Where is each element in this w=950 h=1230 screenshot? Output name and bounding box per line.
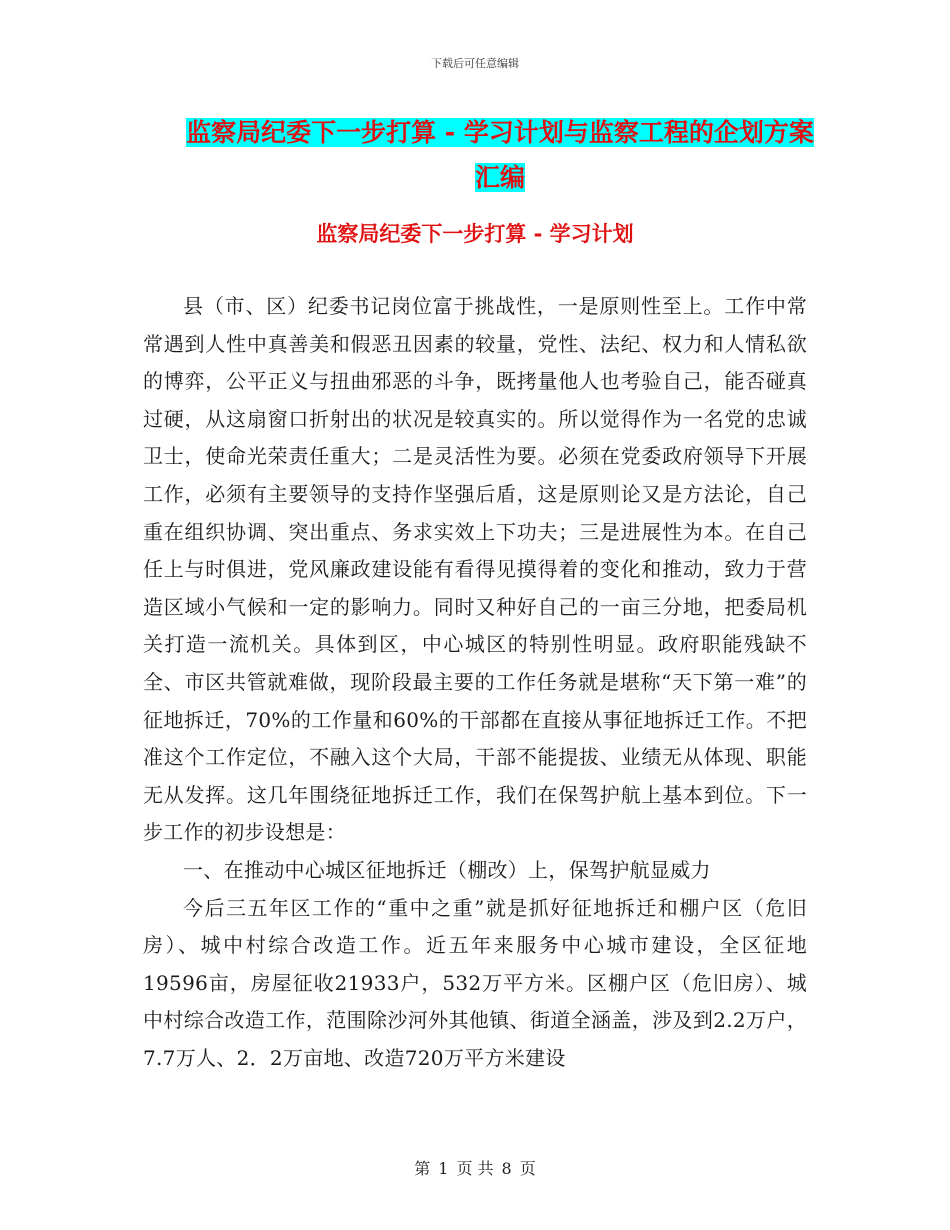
header-note: 下载后可任意编辑 <box>431 57 519 70</box>
paragraph: 一、在推动中心城区征地拆迁（棚改）上，保驾护航显威力 <box>183 857 711 882</box>
paragraph: 县（市、区）纪委书记岗位富于挑战性，一是原则性至上。工作中常常遇到人性中真善美和假恶丑因素的较量，党性、法纪、权力和人情私欲的博弈，公平正义与扭曲邪恶的斗争，既拷量他人也考验自己，能否碰真过硬，从这扇窗口折射出的状况是较真实的。所以觉得作为一名党的忠诚卫士，使命光荣责任重大；二是灵活性为要。必须在党委政府领导下开展工作，必须有主要领导的支持作坚强后盾，这是原则论又是方法论，自己重在组织协调、突出重点、务求实效上下功夫；三是进展性为本。在自己任上与时俱进，党风廉政建设能有看得见摸得着的变化和推动，致力于营造区域小气候和一定的影响力。同时又种好自己的一亩三分地，把委局机关打造一流机关。具体到区，中心城区的特别性明显。政府职能残缺不全、市区共管就难做，现阶段最主要的工作任务就是堪称“天下第一难”的征地拆迁，70%的工作量和60%的干部都在直接从事征地拆迁工作。不把准这个工作定位，不融入这个大局，干部不能提拔、业绩无从体现、职能无从发挥。这几年围绕征地拆迁工作，我们在保驾护航上基本到位。下一步工作的初步设想是： <box>143 294 807 845</box>
page-suffix: 页 <box>519 1159 536 1178</box>
page-number: 1 <box>438 1159 449 1178</box>
page-total: 8 <box>501 1159 512 1178</box>
body-text <box>143 288 807 1077</box>
page-mid: 页 共 <box>456 1159 494 1178</box>
section-title: 监察局纪委下一步打算 - 学习计划 <box>316 222 634 246</box>
page-footer <box>0 1156 950 1179</box>
page-prefix: 第 <box>414 1159 431 1178</box>
paragraph: 今后三五年区工作的“重中之重”就是抓好征地拆迁和棚户区（危旧房）、城中村综合改造工作。近五年来服务中心城市建设，全区征地19596亩，房屋征收21933户，532万平方米。区棚户区（危旧房）、城中村综合改造工作，范围除沙河外其他镇、街道全涵盖，涉及到2.2万户，7.7万人、2．2万亩地、改造720万平方米建设 <box>143 895 807 1070</box>
document-title <box>185 110 815 200</box>
document-title-text: 监察局纪委下一步打算 - 学习计划与监察工程的企划方案汇编 <box>186 118 814 192</box>
